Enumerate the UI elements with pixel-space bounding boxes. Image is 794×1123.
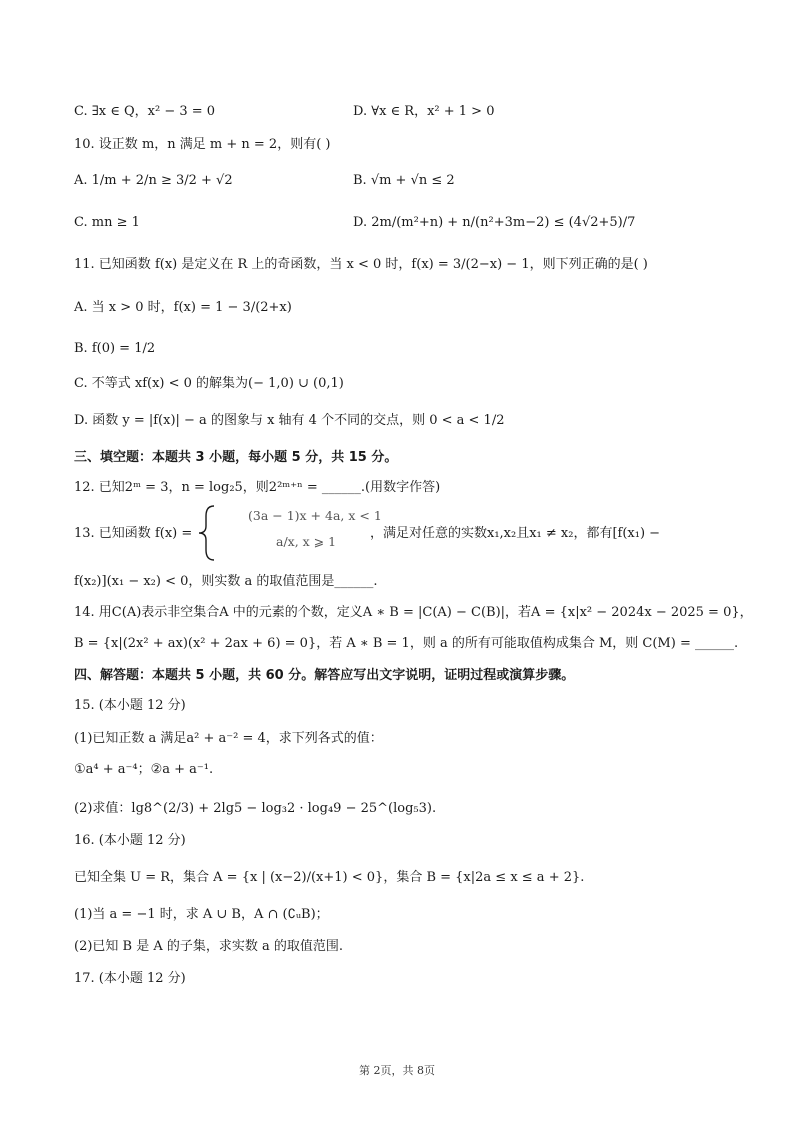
q16-part-2: (2)已知 B 是 A 的子集，求实数 a 的取值范围. [74,939,344,954]
section-3-heading: 三、填空题：本题共 3 小题，每小题 5 分，共 15 分。 [74,450,398,465]
q17-header: 17. (本小题 12 分) [74,971,186,986]
q13-brace [196,504,220,562]
q13-tail: ，满足对任意的实数x₁,x₂且x₁ ≠ x₂，都有[f(x₁) − [370,526,661,541]
q13-case-2: a/x, x ⩾ 1 [276,534,337,549]
q15-header: 15. (本小题 12 分) [74,698,186,713]
q10-option-a: A. 1/m + 2/n ≥ 3/2 + √2 [74,173,233,188]
section-4-heading: 四、解答题：本题共 5 小题，共 60 分。解答应写出文字说明，证明过程或演算步骤。 [74,668,575,683]
q10-option-b: B. √m + √n ≤ 2 [353,173,455,188]
q10-option-d: D. 2m/(m²+n) + n/(n²+3m−2) ≤ (4√2+5)/7 [353,215,636,230]
q9-option-d: D. ∀x ∈ R，x² + 1 > 0 [353,104,495,119]
q15-part-1-sub: ①a⁴ + a⁻⁴；②a + a⁻¹. [74,762,214,777]
q16-header: 16. (本小题 12 分) [74,833,186,848]
q13-case-1: (3a − 1)x + 4a, x < 1 [248,508,382,523]
q15-part-2: (2)求值：lg8^(2/3) + 2lg5 − log₃2 · log₄9 − 25^(log₅3). [74,801,437,816]
q11-option-c: C. 不等式 xf(x) < 0 的解集为(− 1,0) ∪ (0,1) [74,376,344,391]
q10-stem: 10. 设正数 m，n 满足 m + n = 2，则有( ) [74,137,331,152]
q14-continuation: B = {x|(2x² + ax)(x² + 2ax + 6) = 0}，若 A ∗ B = 1，则 a 的所有可能取值构成集合 M，则 C(M) = ______. [74,636,739,651]
q16-part-1: (1)当 a = −1 时，求 A ∪ B，A ∩ (∁ᵤB)； [74,907,329,922]
q14-stem: 14. 用C(A)表示非空集合A 中的元素的个数，定义A ∗ B = |C(A) − C(B)|，若A = {x|x² − 2024x − 2025 = 0}， [74,605,753,620]
q11-option-b: B. f(0) = 1/2 [74,341,156,356]
q13-continuation: f(x₂)](x₁ − x₂) < 0，则实数 a 的取值范围是______. [74,574,378,589]
q11-option-d: D. 函数 y = |f(x)| − a 的图象与 x 轴有 4 个不同的交点，则 0 < a < 1/2 [74,413,505,428]
page-footer: 第 2页，共 8页 [359,1064,435,1077]
q11-stem: 11. 已知函数 f(x) 是定义在 R 上的奇函数，当 x < 0 时，f(x) = 3/(2−x) − 1，则下列正确的是( ) [74,257,648,272]
q15-part-1: (1)已知正数 a 满足a² + a⁻² = 4，求下列各式的值： [74,731,383,746]
q12-stem: 12. 已知2ᵐ = 3，n = log₂5，则2²ᵐ⁺ⁿ = ______.(用数字作答) [74,480,441,495]
q9-option-c: C. ∃x ∈ Q，x² − 3 = 0 [74,104,216,119]
q16-body: 已知全集 U = R，集合 A = {x | (x−2)/(x+1) < 0}，集合 B = {x|2a ≤ x ≤ a + 2}. [74,870,585,885]
q11-option-a: A. 当 x > 0 时，f(x) = 1 − 3/(2+x) [74,300,292,315]
q10-option-c: C. mn ≥ 1 [74,215,140,230]
q13-lead: 13. 已知函数 f(x) = [74,526,193,541]
